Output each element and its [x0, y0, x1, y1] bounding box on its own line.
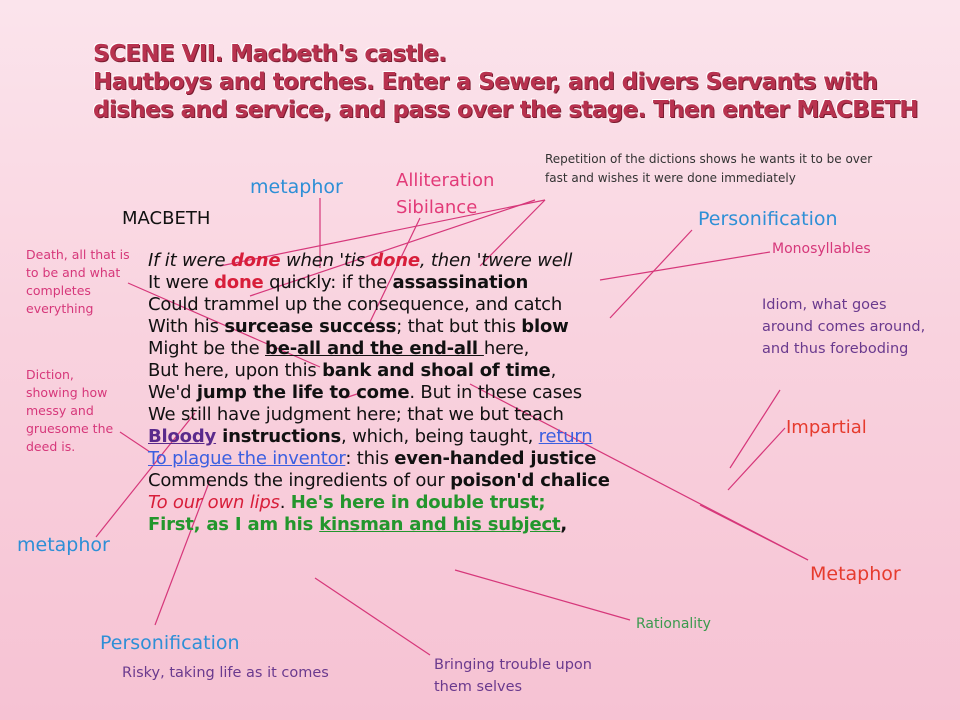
- poem-line-9: Bloody instructions, which, being taught, return: [148, 426, 593, 447]
- label-personification-top: Personification: [698, 208, 838, 230]
- connector-diction: [120, 432, 150, 452]
- poem-line-2: It were done quickly: if the assassination: [148, 272, 529, 293]
- poem-line-8: We still have judgment here; that we but teach: [148, 404, 564, 425]
- poem-line-1: If it were done when 'tis done, then 'twere well: [148, 250, 573, 271]
- title-line-1: SCENE VII. Macbeth's castle.: [93, 41, 447, 67]
- poem-line-12: To our own lips. He's here in double trust;: [148, 492, 546, 513]
- poem-line-5: Might be the be-all and the end-all here,: [148, 338, 530, 359]
- title-line-2: Hautboys and torches. Enter a Sewer, and divers Servants with: [93, 69, 878, 95]
- label-risky-note: Risky, taking life as it comes: [122, 665, 329, 681]
- poem-line-13: First, as I am his kinsman and his subject,: [148, 514, 568, 535]
- label-sibilance: Sibilance: [396, 197, 478, 218]
- poem-line-11: Commends the ingredients of our poison'd chalice: [148, 470, 610, 491]
- label-diction-note: Diction, showing how messy and gruesome the deed is.: [26, 367, 114, 454]
- title-line-3: dishes and service, and pass over the stage. Then enter MACBETH: [93, 97, 918, 123]
- label-personification-bottom: Personification: [100, 632, 240, 654]
- label-impartial: Impartial: [786, 417, 867, 438]
- label-idiom-note: Idiom, what goes around comes around, and thus foreboding: [762, 297, 926, 357]
- poem-line-10: To plague the inventor: this even-handed justice: [148, 448, 597, 469]
- poem-line-6: But here, upon this bank and shoal of time,: [148, 360, 557, 381]
- connector-bringing: [315, 578, 430, 655]
- label-metaphor-right: Metaphor: [810, 563, 901, 585]
- label-metaphor-left: metaphor: [17, 534, 110, 556]
- label-death-note: Death, all that is to be and what completes everything: [26, 247, 130, 316]
- poem-line-7: We'd jump the life to come. But in these cases: [148, 382, 582, 403]
- poem-line-4: With his surcease success; that but this blow: [148, 316, 569, 337]
- label-alliteration: Alliteration: [396, 170, 495, 191]
- speaker-name: MACBETH: [122, 208, 211, 229]
- connector-rationality: [455, 570, 630, 620]
- label-rationality: Rationality: [636, 616, 711, 632]
- label-repetition-note: Repetition of the dictions shows he wants it to be over fast and wishes it were done immediately: [545, 152, 873, 185]
- poem-line-3: Could trammel up the consequence, and catch: [148, 294, 563, 315]
- label-metaphor-top: metaphor: [250, 176, 343, 198]
- soliloquy-text: [148, 250, 788, 536]
- label-bringing-note: Bringing trouble upon them selves: [434, 657, 592, 695]
- label-monosyllables: Monosyllables: [772, 241, 871, 257]
